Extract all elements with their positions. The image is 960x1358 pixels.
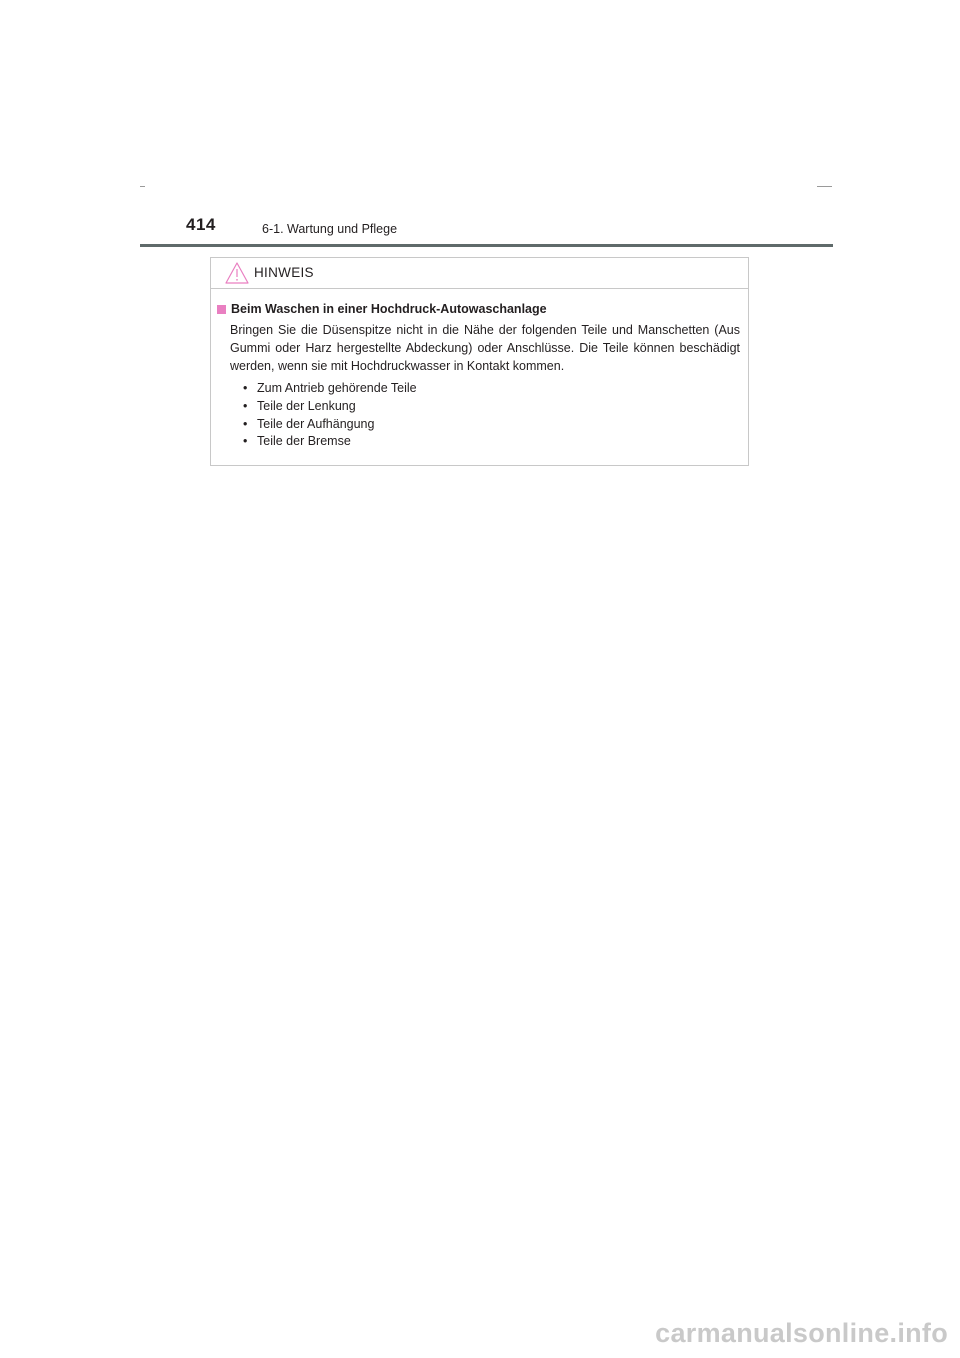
crop-mark-right — [817, 186, 832, 187]
header-rule — [140, 244, 833, 247]
square-marker-icon — [217, 305, 226, 314]
bullet-icon: • — [243, 416, 248, 431]
notice-heading-text: Beim Waschen in einer Hochdruck-Autowaschanlage — [231, 302, 547, 316]
section-title: 6-1. Wartung und Pflege — [262, 222, 398, 236]
bullet-icon: • — [243, 434, 248, 449]
list-item — [243, 416, 417, 434]
list-item-text: Teile der Bremse — [257, 434, 351, 449]
page-number: 414 — [186, 215, 216, 234]
bullet-list — [243, 380, 417, 451]
list-item-text: Teile der Lenkung — [257, 398, 356, 413]
notice-paragraph: Bringen Sie die Düsenspitze nicht in die Nähe der folgenden Teile und Manschetten (Aus Gummi oder Harz hergestellte Abdeckung) oder Anschlüsse. Die Teile können beschädigt werden, wenn sie mit Hochdruckwasser in Kontakt kommen. — [230, 323, 740, 373]
notice-heading — [217, 302, 547, 316]
list-item — [243, 433, 417, 451]
list-item-text: Teile der Aufhängung — [257, 416, 375, 431]
bullet-icon: • — [243, 381, 248, 395]
watermark: carmanualsonline.info — [655, 1318, 948, 1348]
crop-mark-left — [140, 186, 145, 187]
list-item — [243, 380, 417, 398]
notice-label: HINWEIS — [254, 265, 314, 280]
warning-triangle-icon — [225, 262, 249, 284]
bullet-icon: • — [243, 398, 248, 413]
notice-header — [211, 258, 748, 289]
list-item — [243, 398, 417, 416]
notice-box — [210, 257, 749, 466]
list-item-text: Zum Antrieb gehörende Teile — [257, 381, 417, 395]
